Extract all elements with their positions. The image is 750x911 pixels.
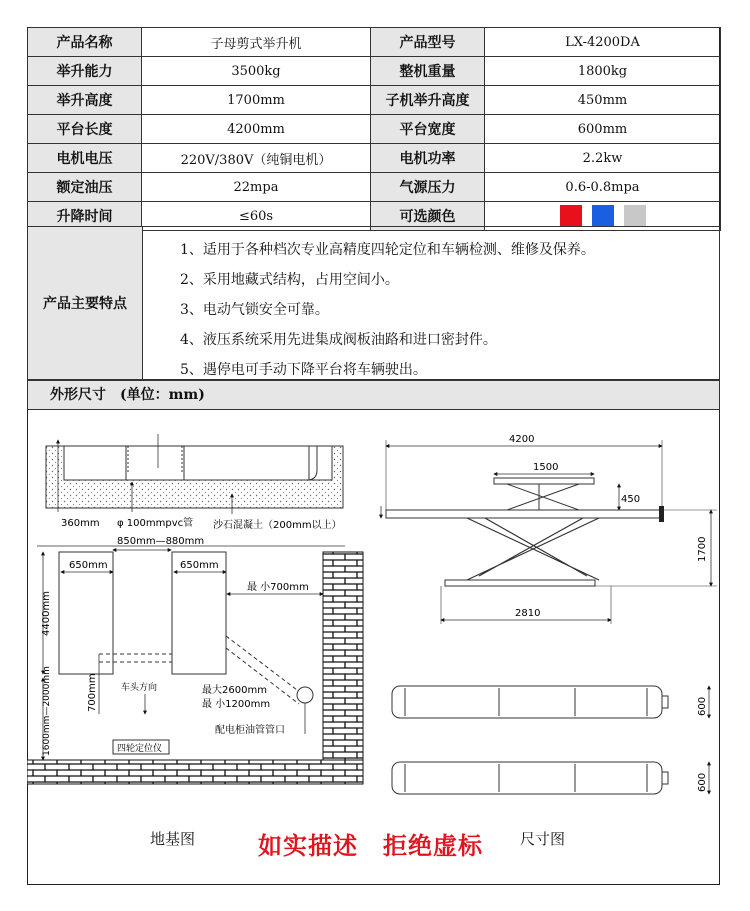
features-row bbox=[27, 226, 720, 380]
value-air-pressure: 0.6-0.8mpa bbox=[485, 173, 721, 202]
label-1700: 1700 bbox=[697, 536, 708, 562]
label-lift-height: 举升高度 bbox=[28, 86, 142, 115]
label-4200: 4200 bbox=[509, 434, 535, 445]
lift-top-view bbox=[392, 686, 709, 794]
table-row bbox=[28, 57, 721, 86]
label-max-2600: 最大2600mm bbox=[202, 685, 267, 696]
dimension-drawings bbox=[27, 410, 720, 820]
caption-foundation: 地基图 bbox=[150, 831, 196, 848]
table-row bbox=[28, 28, 721, 57]
color-swatch-blue[interactable] bbox=[592, 205, 614, 227]
label-oil-pressure: 额定油压 bbox=[28, 173, 142, 202]
value-platform-width: 600mm bbox=[485, 115, 721, 144]
list-item: 1、适用于各种档次专业高精度四轮定位和车辆检测、维修及保养。 bbox=[180, 242, 595, 258]
value-voltage: 220V/380V（纯铜电机） bbox=[142, 144, 371, 173]
label-450: 450 bbox=[621, 494, 641, 505]
caption-size: 尺寸图 bbox=[520, 831, 566, 848]
value-weight: 1800kg bbox=[485, 57, 721, 86]
value-platform-length: 4200mm bbox=[142, 115, 371, 144]
list-item: 2、采用地藏式结构，占用空间小。 bbox=[180, 272, 399, 288]
value-model: LX-4200DA bbox=[485, 28, 721, 57]
label-platform-length: 平台长度 bbox=[28, 115, 142, 144]
label-power: 电机功率 bbox=[371, 144, 485, 173]
lift-side-view bbox=[386, 434, 717, 624]
label-weight: 整机重量 bbox=[371, 57, 485, 86]
label-lift-time: 升降时间 bbox=[28, 202, 142, 231]
table-row bbox=[28, 115, 721, 144]
label-control-box: 配电柜油管管口 bbox=[215, 725, 285, 736]
spec-table bbox=[27, 27, 721, 231]
label-600-bottom: 600 bbox=[697, 772, 708, 792]
features-list bbox=[180, 235, 595, 385]
label-1600-2000: 1600mm—2000mm bbox=[42, 666, 52, 756]
label-air-pressure: 气源压力 bbox=[371, 173, 485, 202]
label-650-right: 650mm bbox=[180, 560, 219, 571]
label-2810: 2810 bbox=[515, 608, 541, 619]
list-item: 4、液压系统采用先进集成阀板油路和进口密封件。 bbox=[180, 332, 497, 348]
label-600-top: 600 bbox=[697, 696, 708, 716]
label-700: 700mm bbox=[87, 673, 98, 712]
table-row bbox=[28, 144, 721, 173]
value-product-name: 子母剪式举升机 bbox=[142, 28, 371, 57]
label-product-name: 产品名称 bbox=[28, 28, 142, 57]
value-power: 2.2kw bbox=[485, 144, 721, 173]
table-row bbox=[28, 86, 721, 115]
features-label: 产品主要特点 bbox=[28, 227, 143, 379]
slogan: 如实描述 拒绝虚标 bbox=[258, 831, 483, 860]
label-pvc-pipe: φ 100mmpvc管 bbox=[117, 518, 194, 529]
label-car-direction: 车头方向 bbox=[121, 683, 158, 693]
label-min-700: 最 小700mm bbox=[247, 582, 309, 593]
color-swatch-red[interactable] bbox=[560, 205, 582, 227]
value-lift-time: ≤60s bbox=[142, 202, 371, 231]
label-platform-width: 平台宽度 bbox=[371, 115, 485, 144]
label-min-1200: 最 小1200mm bbox=[202, 699, 271, 710]
label-capacity: 举升能力 bbox=[28, 57, 142, 86]
label-voltage: 电机电压 bbox=[28, 144, 142, 173]
label-650-left: 650mm bbox=[69, 560, 108, 571]
foundation-plan bbox=[27, 536, 363, 784]
label-concrete: 沙石混凝土（200mm以上） bbox=[213, 520, 342, 531]
label-colors: 可选颜色 bbox=[371, 202, 485, 231]
label-model: 产品型号 bbox=[371, 28, 485, 57]
value-capacity: 3500kg bbox=[142, 57, 371, 86]
list-item: 3、电动气锁安全可靠。 bbox=[180, 302, 329, 318]
value-oil-pressure: 22mpa bbox=[142, 173, 371, 202]
label-360: 360mm bbox=[61, 518, 100, 529]
label-alignment-device: 四轮定位仪 bbox=[117, 744, 163, 754]
value-lift-height: 1700mm bbox=[142, 86, 371, 115]
dimensions-heading: 外形尺寸 (单位：mm) bbox=[27, 380, 720, 410]
list-item: 5、遇停电可手动下降平台将车辆驶出。 bbox=[180, 362, 427, 378]
wall-horizontal bbox=[27, 760, 363, 784]
label-sub-lift-height: 子机举升高度 bbox=[371, 86, 485, 115]
value-sub-lift-height: 450mm bbox=[485, 86, 721, 115]
table-row bbox=[28, 173, 721, 202]
label-850-880: 850mm—880mm bbox=[117, 536, 205, 547]
foundation-section bbox=[46, 434, 381, 531]
label-4400: 4400mm bbox=[41, 591, 52, 636]
color-swatch-grey[interactable] bbox=[624, 205, 646, 227]
label-1500: 1500 bbox=[533, 462, 559, 473]
wall-vertical bbox=[323, 552, 363, 760]
